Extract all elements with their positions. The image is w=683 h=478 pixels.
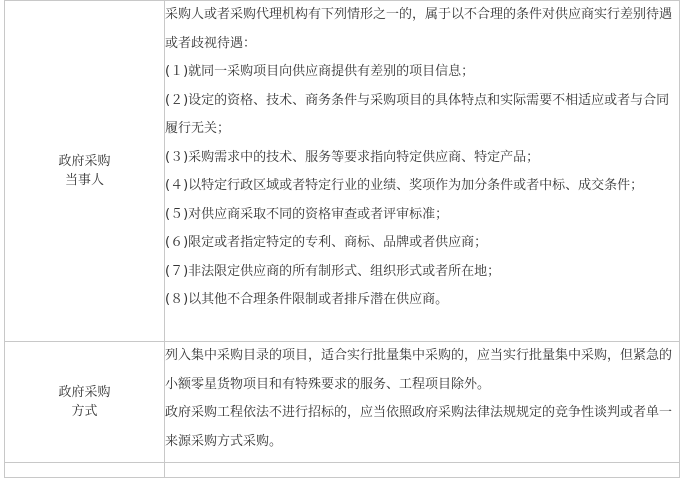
table-row — [5, 1, 680, 342]
row-label-line: 当事人 — [64, 173, 104, 188]
row-content-cell — [165, 342, 680, 463]
row-label-line: 方式 — [71, 404, 98, 419]
table-row — [5, 342, 680, 463]
row-content-cell — [165, 1, 680, 342]
content-paragraph: (６)限定或者指定特定的专利、商标、品牌或者供应商； — [165, 235, 488, 250]
row-label-line: 政府采购 — [58, 385, 111, 400]
row-label-cell — [5, 342, 165, 463]
table-row-partial — [5, 463, 680, 478]
content-paragraph: 采购人或者采购代理机构有下列情形之一的，属于以不合理的条件对供应商实行差别待遇或者歧视待遇： — [165, 7, 673, 51]
row-label-cell — [5, 1, 165, 342]
content-paragraph: (２)设定的资格、技术、商务条件与采购项目的具体特点和实际需要不相适应或者与合同履行无关； — [165, 92, 670, 136]
content-paragraph: (７)非法限定供应商的所有制形式、组织形式或者所在地； — [165, 263, 501, 279]
row-label-cell — [5, 463, 165, 478]
row-content-cell — [165, 463, 680, 478]
content-paragraph: (３)采购需求中的技术、服务等要求指向特定供应商、特定产品； — [165, 149, 540, 165]
content-paragraph: (４)以特定行政区域或者特定行业的业绩、奖项作为加分条件或者中标、成交条件； — [165, 178, 644, 193]
content-paragraph: 政府采购工程依法不进行招标的，应当依照政府采购法律法规规定的竞争性谈判或者单一来源采购方式采购。 — [165, 405, 673, 449]
content-paragraph: (５)对供应商采取不同的资格审查或者评审标准； — [165, 206, 449, 222]
content-paragraph: (１)就同一采购项目向供应商提供有差别的项目信息； — [165, 64, 475, 79]
row-label-line: 政府采购 — [58, 154, 111, 169]
document-table — [4, 0, 680, 478]
content-paragraph: (８)以其他不合理条件限制或者排斥潜在供应商。 — [165, 292, 449, 307]
content-paragraph: 列入集中采购目录的项目，适合实行批量集中采购的，应当实行批量集中采购，但紧急的小额零星货物项目和有特殊要求的服务、工程项目除外。 — [165, 348, 673, 392]
